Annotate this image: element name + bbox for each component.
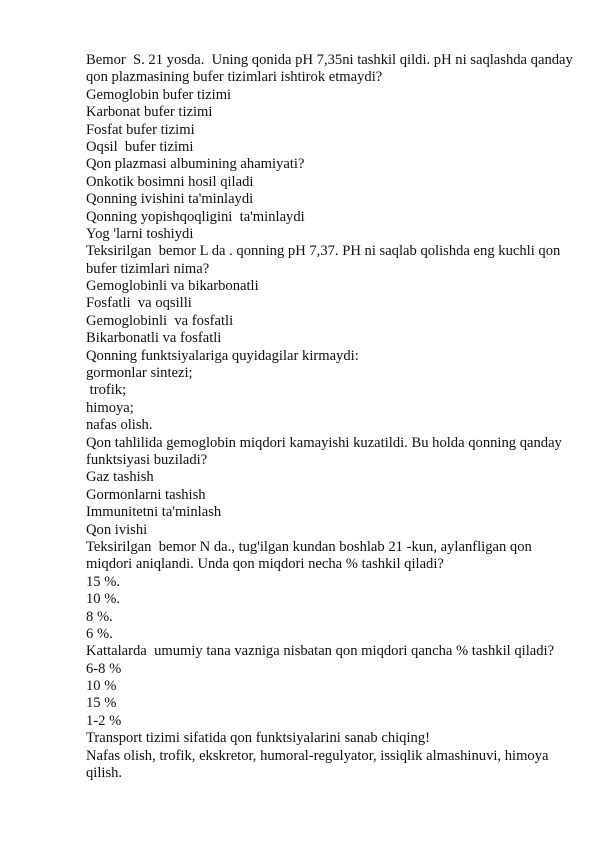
text-line: Karbonat bufer tizimi — [86, 104, 213, 121]
text-line: trofik; — [86, 382, 127, 399]
text-line: nafas olish. — [86, 417, 153, 434]
text-line: Gemoglobin bufer tizimi — [86, 86, 232, 103]
text-line: 1-2 % — [86, 712, 122, 729]
text-line: Gemoglobinli va bikarbonatli — [86, 278, 259, 295]
text-line: 6-8 % — [86, 660, 122, 677]
text-line: Qon tahlilida gemoglobin miqdori kamayishi kuzatildi. Bu holda qonning qanday — [86, 434, 562, 451]
text-line: 6 %. — [86, 625, 113, 642]
text-line: Qonning funktsiyalariga quyidagilar kirmaydi: — [86, 347, 359, 364]
text-line: 15 % — [86, 695, 117, 712]
text-line: gormonlar sintezi; — [86, 365, 193, 382]
text-line: Kattalarda umumiy tana vazniga nisbatan qon miqdori qancha % tashkil qiladi? — [86, 643, 555, 660]
text-line: Immunitetni ta'minlash — [86, 504, 222, 521]
text-line: Fosfatli va oqsilli — [86, 295, 192, 312]
text-line: 8 %. — [86, 608, 113, 625]
text-line: miqdori aniqlandi. Unda qon miqdori necha % tashkil qiladi? — [86, 556, 444, 573]
text-line: qon plazmasining bufer tizimlari ishtirok etmaydi? — [86, 69, 383, 86]
text-line: Bikarbonatli va fosfatli — [86, 330, 222, 347]
text-line: Bemor S. 21 yosda. Uning qonida pH 7,35ni tashkil qildi. pH ni saqlashda qanday — [86, 52, 573, 68]
text-line: Qon plazmasi albumining ahamiyati? — [86, 156, 305, 173]
text-line: 10 % — [86, 678, 117, 695]
text-line: Yog 'larni toshiydi — [86, 225, 194, 242]
text-line: Qonning ivishini ta'minlaydi — [86, 191, 254, 208]
text-line: Qon ivishi — [86, 521, 148, 538]
text-line: Onkotik bosimni hosil qiladi — [86, 173, 254, 190]
document-page — [86, 52, 573, 782]
text-line: Gormonlarni tashish — [86, 486, 206, 503]
text-line: Oqsil bufer tizimi — [86, 138, 194, 155]
text-line: bufer tizimlari nima? — [86, 260, 210, 277]
text-line: Gemoglobinli va fosfatli — [86, 312, 234, 329]
text-line: Teksirilgan bemor N da., tug'ilgan kundan boshlab 21 -kun, aylanfligan qon — [86, 538, 532, 555]
text-line: Gaz tashish — [86, 469, 154, 486]
text-line: Nafas olish, trofik, ekskretor, humoral-regulyator, issiqlik almashinuvi, himoya — [86, 747, 549, 764]
text-line: Qonning yopishqoqligini ta'minlaydi — [86, 208, 305, 225]
text-line: Fosfat bufer tizimi — [86, 121, 195, 138]
text-line: Teksirilgan bemor L da . qonning pH 7,37. PH ni saqlab qolishda eng kuchli qon — [86, 243, 561, 260]
text-line: Transport tizimi sifatida qon funktsiyalarini sanab chiqing! — [86, 730, 430, 747]
text-line: 15 %. — [86, 573, 121, 590]
text-line: 10 %. — [86, 591, 121, 608]
text-line: himoya; — [86, 399, 134, 416]
text-line: funktsiyasi buziladi? — [86, 451, 208, 468]
text-line: qilish. — [86, 765, 123, 782]
